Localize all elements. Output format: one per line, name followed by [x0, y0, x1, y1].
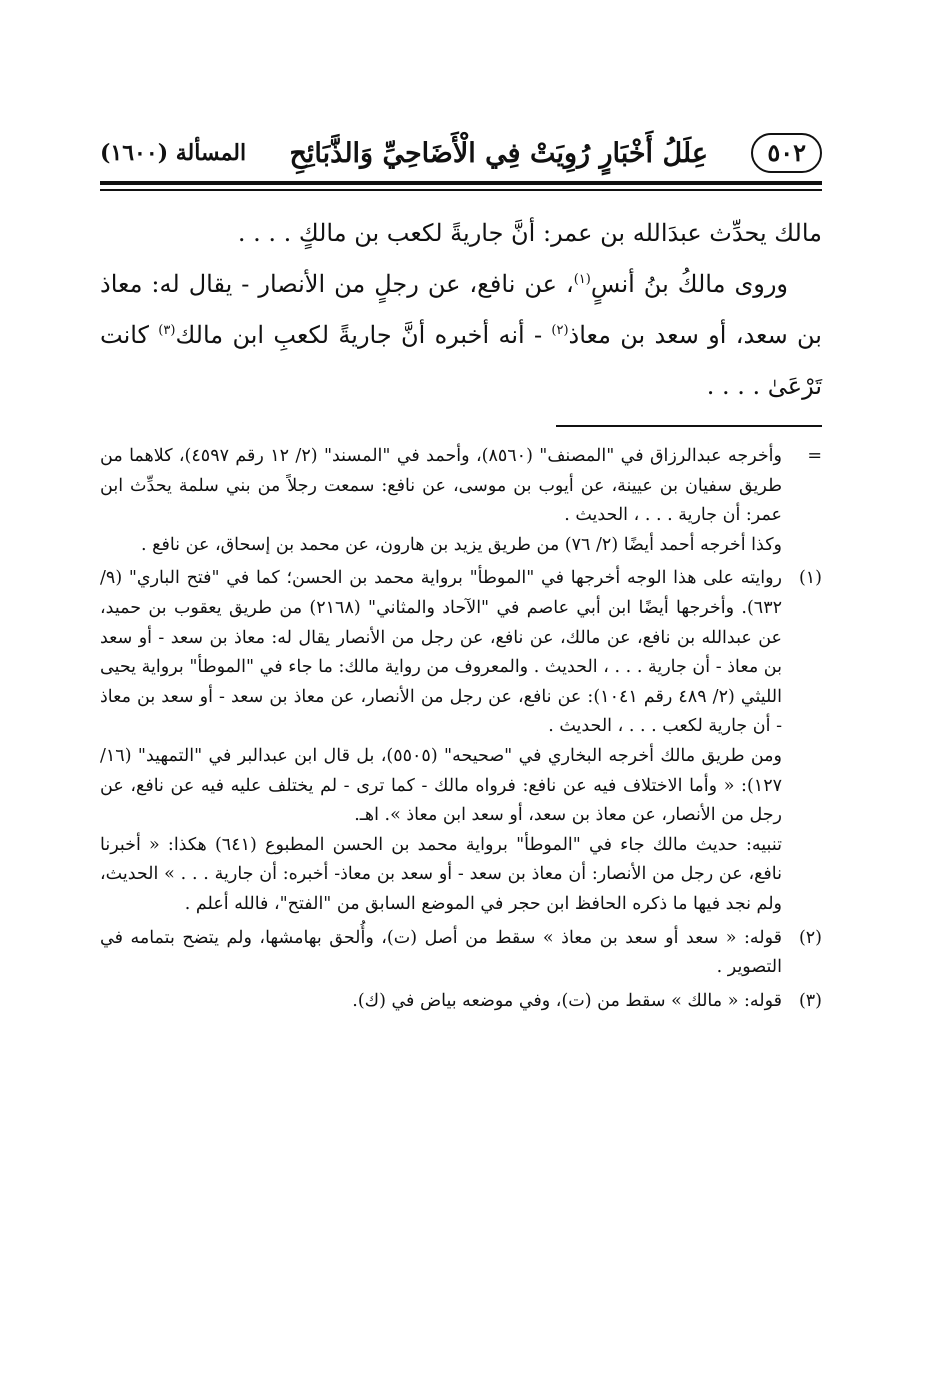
footnote-3 — [100, 987, 822, 1017]
body-paragraph-2 — [100, 259, 822, 412]
footnote-paragraph: قوله: « مالك » سقط من (ت)، وفي موضعه بياض في (ك). — [352, 990, 782, 1011]
body-text: ، عن نافع، عن رجلٍ من الأنصار - يقال له: معاذ بن سعد، أو سعد بن معاذ — [100, 270, 822, 349]
issue-number: المسألة (١٦٠٠) — [100, 140, 247, 166]
body-text: كانت تَرْعَىٰ . . . . — [100, 321, 822, 400]
footnote-paragraph: وكذا أخرجه أحمد أيضًا (٢/ ٧٦) من طريق يزيد بن هارون، عن محمد بن إسحاق، عن نافع . — [141, 534, 782, 555]
footnotes — [100, 442, 822, 1016]
page-number: ٥٠٢ — [751, 133, 822, 173]
footnote-ref-3: (٣) — [158, 323, 176, 338]
footnote-mark: (٢) — [798, 927, 822, 948]
running-title: عِلَلُ أَخْبَارٍ رُوِيَتْ فِي الْأَضَاحِيِّ وَالذَّبَائِحِ — [289, 137, 708, 169]
footnote-mark: (١) — [798, 568, 822, 589]
footnote-separator — [556, 425, 822, 427]
page-header — [100, 128, 822, 178]
main-text — [100, 208, 822, 412]
footnote-paragraph: وأخرجه عبدالرزاق في "المصنف" (٨٥٦٠)، وأحمد في "المسند" (٢/ ١٢ رقم ٤٥٩٧)، كلاهما من طريق سفيان بن عيينة، عن أيوب بن موسى، عن نافع: سمعت رجلاً من بني سلمة يحدِّث ابن عمر: أن جارية . . . ، الحديث . — [100, 446, 782, 526]
footnote-paragraph: تنبيه: حديث مالك جاء في "الموطأ" برواية محمد بن الحسن المطبوع (٦٤١) هكذا: « أخبرنا نافع، عن رجل من الأنصار: أن معاذ بن سعد - أو سعد بن معاذ- أخبره: أن جارية . . . » الحديث، ولم نجد فيها ما ذكره الحافظ ابن حجر في الموضع السابق من "الفتح"، فالله أعلم . — [100, 834, 782, 914]
footnote-paragraph: روايته على هذا الوجه أخرجها في "الموطأ" برواية محمد بن الحسن؛ كما في "فتح الباري" (٩/ ٦٣٢). وأخرجها أيضًا ابن أبي عاصم في "الآحاد والمثاني" (٢١٦٨) من طريق يعقوب بن حميد، عن عبدالله بن نافع، عن مالك، عن نافع، عن رجل من الأنصار يقال له: معاذ بن سعد - أو سعد بن معاذ - أن جارية . . . ، الحديث . والمعروف من رواية مالك: ما جاء في "الموطأ" برواية يحيى الليثي (٢/ ٤٨٩ رقم ١٠٤١): عن نافع، عن رجل من الأنصار، عن معاذ بن سعد - أو سعد بن معاذ - أن جارية لكعب . . . ، الحديث . — [100, 568, 782, 737]
header-rule-thick — [100, 181, 822, 185]
footnote-ref-1: (١) — [573, 272, 591, 287]
footnote-continued — [100, 442, 822, 560]
footnote-paragraph: قوله: « سعد أو سعد بن معاذ » سقط من أصل (ت)، وأُلحق بهامشها، ولم يتضح بتمامه في التصوير . — [100, 927, 782, 978]
footnote-paragraph: ومن طريق مالك أخرجه البخاري في "صحيحه" (٥٥٠٥)، بل قال ابن عبدالبر في "التمهيد" (١٦/ ١٢٧): « وأما الاختلاف فيه عن نافع: فرواه مالك - كما ترى - لم يختلف عليه فيه عن نافع، عن رجل من الأنصار، عن معاذ بن سعد، أو سعد ابن معاذ ». اهـ. — [100, 745, 783, 826]
body-paragraph-1: مالك يحدِّث عبدَالله بن عمر: أنَّ جاريةً لكعب بن مالكٍ . . . . — [237, 219, 822, 247]
body-text: وروى مالكُ بنُ أنسٍ — [590, 270, 788, 298]
footnote-mark: (٣) — [798, 990, 822, 1011]
header-rule-thin — [100, 189, 822, 191]
continuation-mark: = — [807, 446, 822, 466]
footnote-ref-2: (٢) — [551, 323, 569, 338]
body-text: - أنه أخبره أنَّ جاريةً لكعبِ ابن مالك — [175, 321, 552, 349]
footnote-2 — [100, 924, 822, 983]
footnote-1 — [100, 564, 822, 919]
